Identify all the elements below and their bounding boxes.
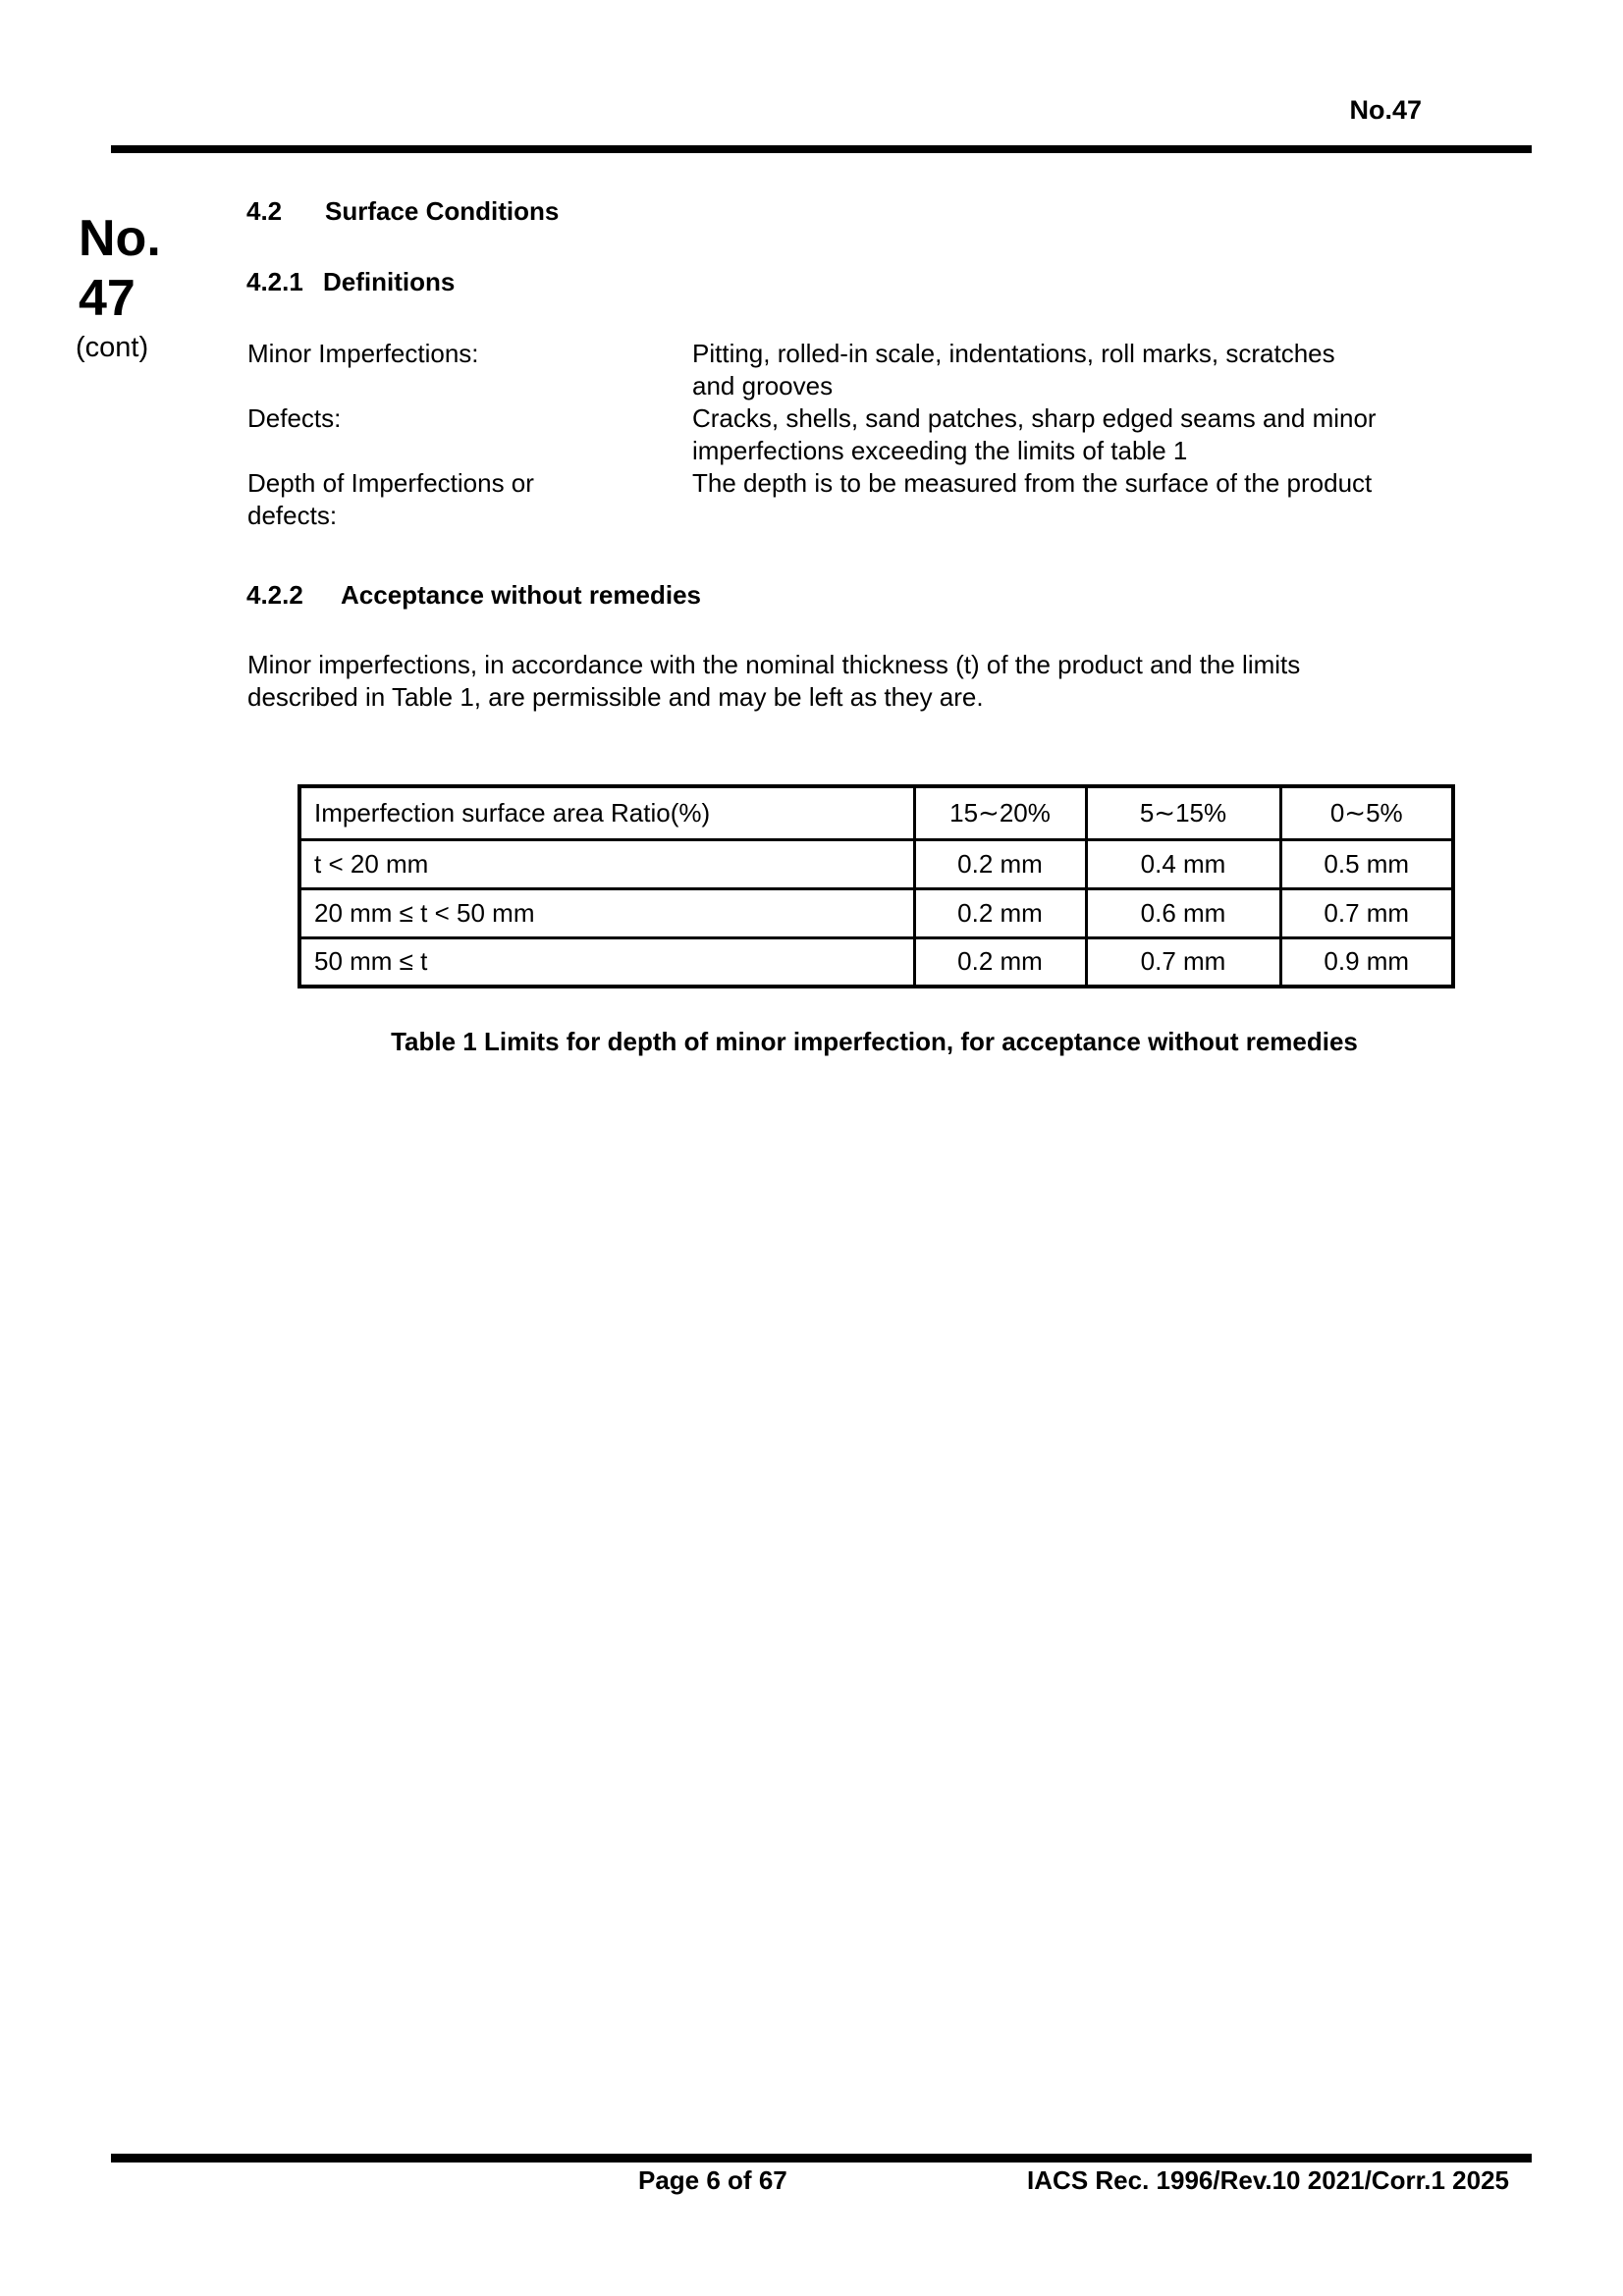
table-cell-limit: 0.4 mm: [1086, 839, 1280, 888]
running-header-doc-number: No.47: [1349, 95, 1422, 125]
section-number: 4.2.1: [246, 267, 303, 296]
margin-label-no: No.: [79, 210, 161, 267]
table-header-row: [299, 786, 1453, 839]
table-1-imperfection-limits: [298, 784, 1455, 988]
header-rule: [111, 145, 1532, 153]
table-cell-limit: 0.7 mm: [1086, 937, 1280, 987]
table-header-cell: Imperfection surface area Ratio(%): [299, 786, 914, 839]
table-cell-limit: 0.9 mm: [1280, 937, 1453, 987]
definition-term: Depth of Imperfections or defects:: [247, 468, 534, 530]
definition-row-minor-imperfections: [247, 338, 1524, 402]
table-cell-limit: 0.2 mm: [914, 839, 1086, 888]
table-cell-limit: 0.2 mm: [914, 937, 1086, 987]
section-title: Surface Conditions: [325, 196, 560, 226]
table-cell-limit: 0.5 mm: [1280, 839, 1453, 888]
definitions-list: [247, 338, 1524, 532]
table-cell-thickness: 20 mm ≤ t < 50 mm: [299, 888, 914, 937]
paragraph-line: Minor imperfections, in accordance with the nominal thickness (t) of the product and the limits: [247, 650, 1301, 679]
table-1-caption: Table 1 Limits for depth of minor imperfection, for acceptance without remedies: [391, 1027, 1358, 1056]
definition-row-depth: [247, 467, 1524, 532]
definition-term: Defects:: [247, 403, 342, 433]
footer-rule: [111, 2154, 1532, 2163]
table-header-cell: 5∼15%: [1086, 786, 1280, 839]
table-header-cell: 15∼20%: [914, 786, 1086, 839]
section-title: Acceptance without remedies: [341, 580, 701, 610]
section-number: 4.2: [246, 196, 283, 226]
footer-doc-reference: IACS Rec. 1996/Rev.10 2021/Corr.1 2025: [1027, 2165, 1509, 2195]
section-heading-4-2-2: [246, 579, 701, 612]
section-title: Definitions: [323, 267, 456, 296]
table-row: [299, 839, 1453, 888]
section-number: 4.2.2: [246, 580, 303, 610]
table-cell-thickness: t < 20 mm: [299, 839, 914, 888]
definition-row-defects: [247, 402, 1524, 467]
footer-page-number: Page 6 of 67: [638, 2165, 787, 2195]
table-cell-limit: 0.6 mm: [1086, 888, 1280, 937]
table-header-cell: 0∼5%: [1280, 786, 1453, 839]
table-cell-limit: 0.2 mm: [914, 888, 1086, 937]
table-row: [299, 937, 1453, 987]
margin-label-cont: (cont): [76, 332, 149, 363]
definition-term: Minor Imperfections:: [247, 339, 479, 368]
definition-description: The depth is to be measured from the surface of the product: [692, 468, 1373, 498]
table-cell-limit: 0.7 mm: [1280, 888, 1453, 937]
table-cell-thickness: 50 mm ≤ t: [299, 937, 914, 987]
paragraph-4-2-2: [247, 649, 1524, 714]
margin-label-47: 47: [79, 270, 135, 327]
definition-description: Pitting, rolled-in scale, indentations, roll marks, scratches and grooves: [692, 339, 1335, 400]
section-heading-4-2-1: [246, 266, 455, 298]
definition-description: Cracks, shells, sand patches, sharp edged seams and minor imperfections exceeding the limits of table 1: [692, 403, 1377, 465]
section-heading-4-2: [246, 195, 559, 228]
table-row: [299, 888, 1453, 937]
paragraph-line: described in Table 1, are permissible and may be left as they are.: [247, 682, 984, 712]
